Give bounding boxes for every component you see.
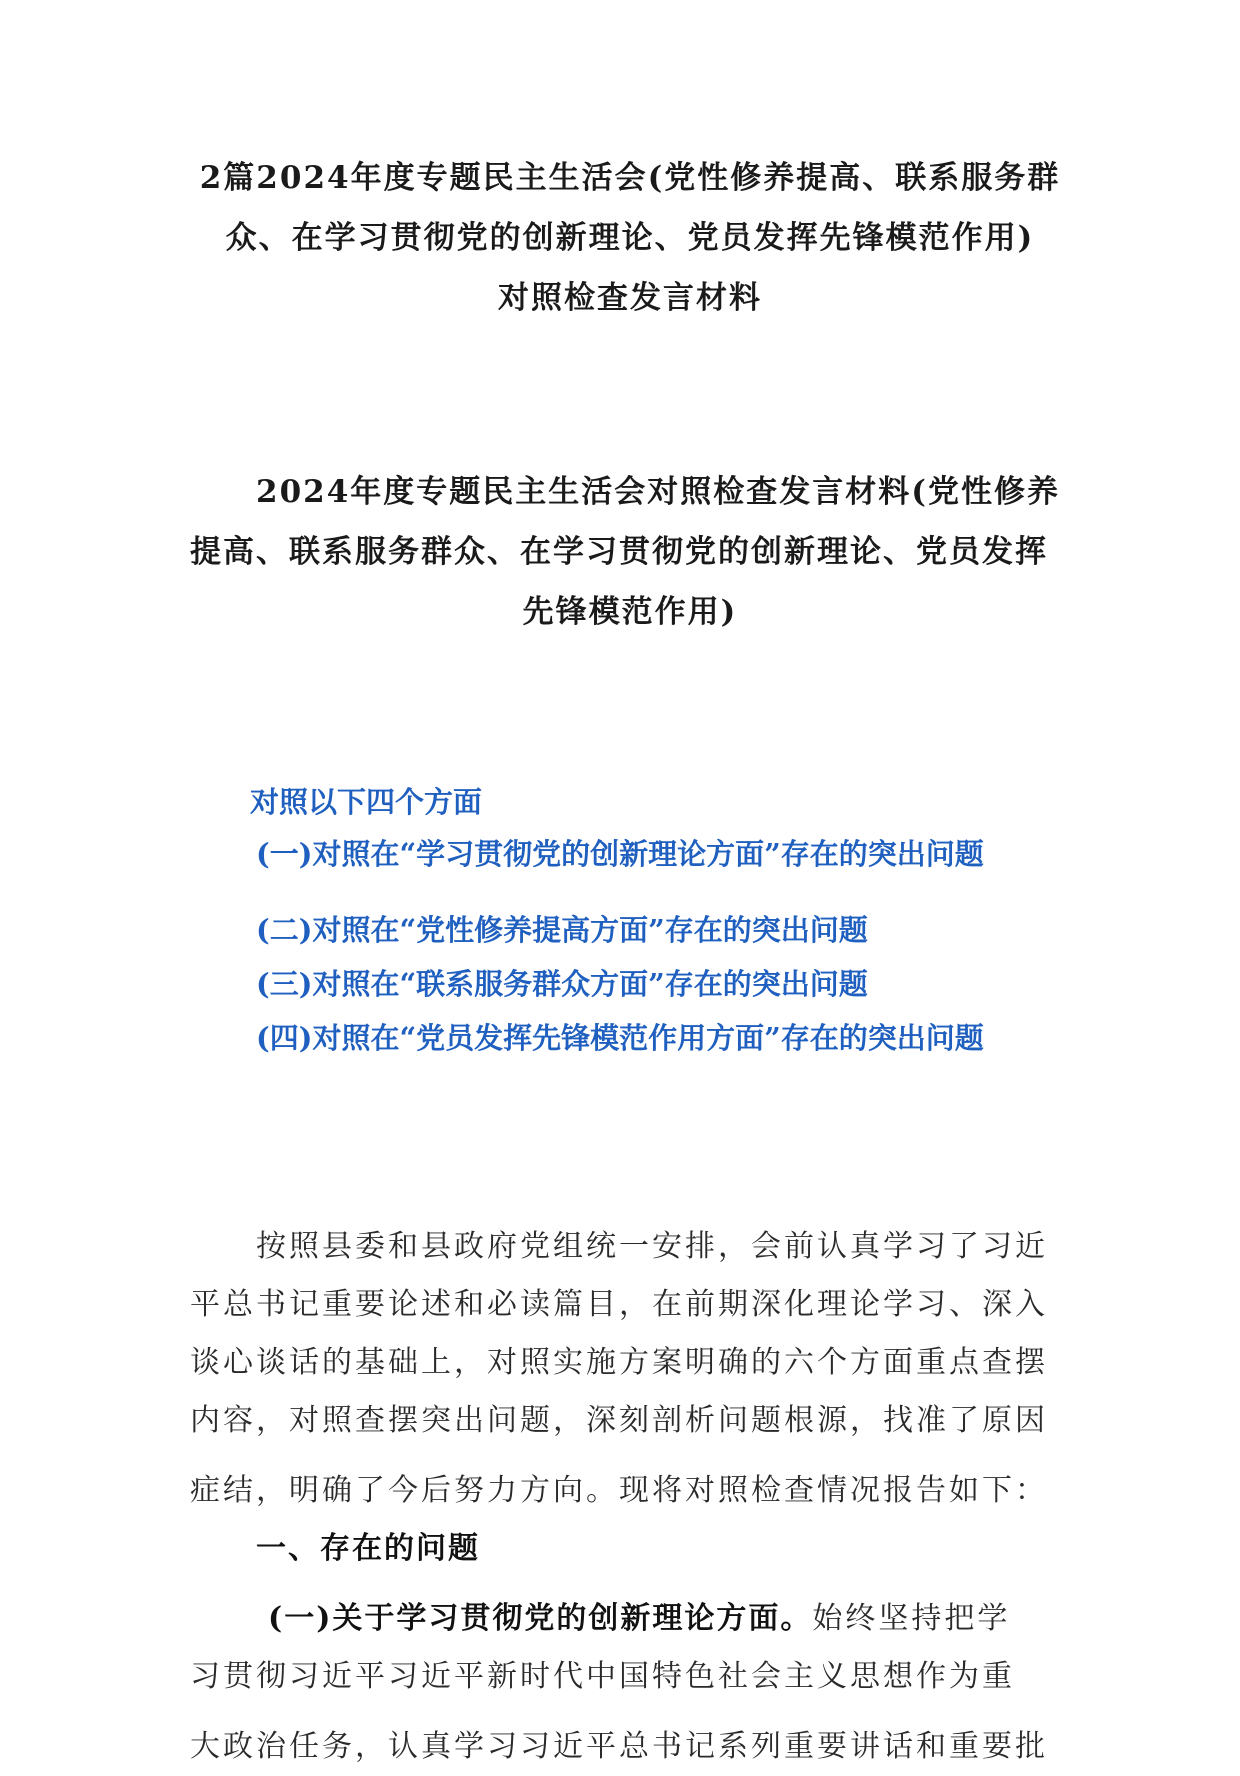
table-of-contents	[250, 782, 1090, 1058]
section-heading: 一、存在的问题	[256, 1531, 480, 1566]
article-title-line-3: 先锋模范作用)	[522, 594, 738, 630]
subsection-lead-rest: 始终坚持把学	[812, 1601, 1011, 1636]
title-line-2: 众、在学习贯彻党的创新理论、党员发挥先锋模范作用)	[225, 220, 1035, 256]
subsection-line-1	[190, 1590, 1070, 1648]
intro-line-2: 平总书记重要论述和必读篇目，在前期深化理论学习、深入	[190, 1287, 1048, 1322]
subsection-line-2: 习贯彻习近平习近平新时代中国特色社会主义思想作为重	[190, 1659, 1015, 1694]
intro-line-3: 谈心谈话的基础上，对照实施方案明确的六个方面重点查摆	[190, 1345, 1048, 1380]
toc-item-4[interactable]: (四)对照在“党员发挥先锋模范作用方面”存在的突出问题	[256, 1021, 984, 1055]
subsection-lead: (一)关于学习贯彻党的创新理论方面。	[268, 1601, 813, 1636]
toc-item-3[interactable]: (三)对照在“联系服务群众方面”存在的突出问题	[256, 967, 868, 1001]
title-line-3: 对照检查发言材料	[498, 280, 762, 316]
toc-item-1[interactable]: (一)对照在“学习贯彻党的创新理论方面”存在的突出问题	[256, 837, 984, 871]
toc-item-2[interactable]: (二)对照在“党性修养提高方面”存在的突出问题	[256, 913, 868, 947]
article-title-line-2: 提高、联系服务群众、在学习贯彻党的创新理论、党员发挥	[190, 534, 1048, 570]
intro-line-1: 按照县委和县政府党组统一安排，会前认真学习了习近	[256, 1229, 1048, 1264]
article-title	[190, 462, 1070, 642]
intro-line-5: 症结，明确了今后努力方向。现将对照检查情况报告如下：	[190, 1473, 1048, 1508]
toc-heading: 对照以下四个方面	[250, 785, 483, 819]
article-title-line-1: 2024年度专题民主生活会对照检查发言材料(党性修养	[256, 474, 1060, 510]
subsection-line-3: 大政治任务，认真学习习近平总书记系列重要讲话和重要批	[190, 1729, 1048, 1764]
title-line-1: 2篇2024年度专题民主生活会(党性修养提高、联系服务群	[199, 160, 1061, 196]
document-title	[190, 148, 1070, 328]
intro-line-4: 内容，对照查摆突出问题，深刻剖析问题根源，找准了原因	[190, 1403, 1048, 1438]
body-text	[190, 1218, 1070, 1776]
